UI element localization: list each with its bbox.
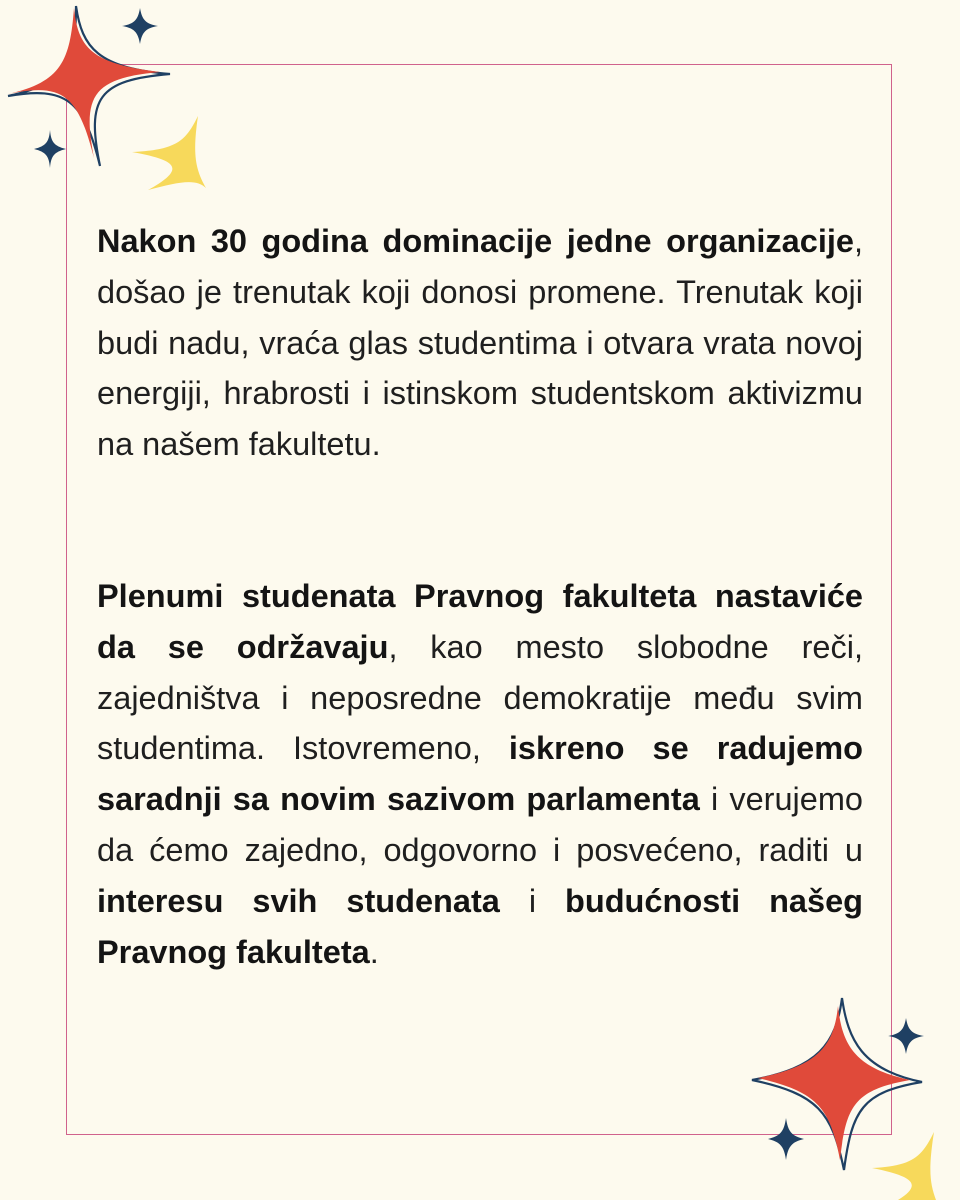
paragraph-text: , kao mesto slobodne reči, zajedništva i neposredne demokratije među svim studentima. Istovremeno,	[97, 628, 863, 767]
paragraph-text: i verujemo da ćemo zajedno, odgovorno i posvećeno, raditi u	[97, 781, 863, 868]
bold-phrase: budućnosti našeg Pravnog fakulteta	[97, 882, 863, 970]
sparkle-star-icon	[888, 1018, 924, 1054]
bold-phrase: iskreno se radujemo saradnji sa novim sazivom parlamenta	[97, 730, 863, 818]
sparkle-star-icon	[872, 1132, 936, 1200]
bold-phrase: Nakon 30 godina dominacije jedne organizacije	[97, 223, 854, 259]
paragraph-text: , došao je trenutak koji donosi promene. Trenutak koji budi nadu, vraća glas studentima i otvara vrata novoj energiji, hrabrosti i istinskom studentskom aktivizmu na našem fakultetu.	[97, 223, 863, 463]
paragraph-2	[97, 571, 863, 977]
bold-phrase: Plenumi studenata Pravnog fakulteta nastaviće da se održavaju	[97, 578, 863, 665]
paragraph-text: i	[499, 882, 565, 919]
paragraph-text: .	[369, 933, 379, 970]
sparkle-star-icon	[122, 8, 158, 44]
bold-phrase: interesu svih studenata	[97, 882, 500, 919]
paragraph-1	[97, 216, 863, 470]
sparkle-star-icon	[34, 130, 66, 168]
